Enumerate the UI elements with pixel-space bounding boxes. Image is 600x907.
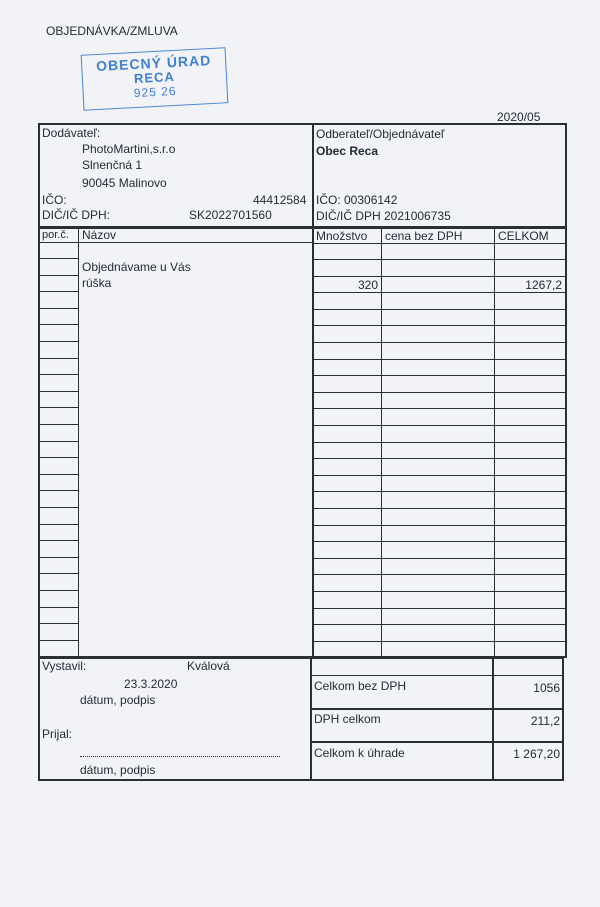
customer-name: Obec Reca	[316, 144, 379, 158]
item-description-line1: Objednávame u Vás	[82, 260, 191, 274]
row-rule	[39, 474, 78, 475]
row-rule	[313, 641, 566, 642]
row-rule	[39, 258, 78, 259]
row-rule	[313, 541, 566, 542]
signature-dotted-line	[80, 756, 280, 757]
items-header-line-right	[313, 243, 566, 244]
row-rule	[313, 392, 566, 393]
row-rule	[39, 441, 78, 442]
row-rule	[313, 442, 566, 443]
row-rule	[39, 324, 78, 325]
supplier-street: Slnenčná 1	[82, 158, 143, 172]
col-header-price: cena bez DPH	[385, 229, 463, 243]
totals-line-2	[311, 741, 563, 743]
row-rule	[39, 573, 78, 574]
row-rule	[313, 425, 566, 426]
due-total-label: Celkom k úhrade	[314, 746, 405, 760]
row-rule	[313, 342, 566, 343]
row-rule	[313, 475, 566, 476]
row-rule	[39, 358, 78, 359]
row-rule	[39, 590, 78, 591]
row-rule	[313, 276, 566, 277]
issued-by: Kválová	[187, 659, 230, 673]
row-rule	[313, 491, 566, 492]
row-rule	[39, 540, 78, 541]
supplier-ico: 44412584	[253, 193, 307, 207]
row-rule	[313, 591, 566, 592]
item-total: 1267,2	[525, 278, 562, 292]
stamp-line2: RECA	[133, 68, 176, 87]
row-rule	[39, 457, 78, 458]
row-rule	[313, 558, 566, 559]
customer-ico: IČO: 00306142	[316, 193, 398, 207]
totals-top-line	[311, 675, 563, 676]
issue-date: 23.3.2020	[124, 677, 178, 691]
net-total-value: 1056	[533, 681, 560, 695]
col-header-total: CELKOM	[498, 229, 549, 243]
supplier-dic: SK2022701560	[189, 208, 272, 222]
order-number: 2020/05	[497, 110, 541, 124]
row-rule	[313, 508, 566, 509]
row-rule	[313, 259, 566, 260]
row-rule	[39, 407, 78, 408]
totals-line-1	[311, 708, 563, 710]
row-rule	[313, 359, 566, 360]
stamp-line3: 925 26	[133, 83, 177, 101]
items-table-left	[38, 226, 314, 658]
row-rule	[313, 574, 566, 575]
row-rule	[39, 640, 78, 641]
col-header-no: por.č.	[42, 229, 69, 241]
customer-dic: DIČ/IČ DPH 2021006735	[316, 209, 451, 223]
supplier-label: Dodávateľ:	[42, 126, 101, 140]
row-rule	[313, 309, 566, 310]
row-rule	[313, 608, 566, 609]
row-rule	[39, 391, 78, 392]
row-rule	[39, 275, 78, 276]
row-rule	[313, 624, 566, 625]
row-rule	[313, 292, 566, 293]
supplier-city: 90045 Malinovo	[82, 176, 167, 190]
customer-label: Odberateľ/Objednávateľ	[316, 127, 445, 141]
col-header-qty: Množstvo	[316, 229, 368, 243]
supplier-dic-label: DIČ/IČ DPH:	[42, 208, 111, 222]
row-rule	[39, 557, 78, 558]
row-rule	[313, 458, 566, 459]
net-total-label: Celkom bez DPH	[314, 679, 407, 693]
signature-label-2: dátum, podpis	[80, 763, 156, 777]
row-rule	[39, 291, 78, 292]
stamp-line1: OBECNÝ ÚRAD	[95, 52, 212, 75]
row-rule	[39, 424, 78, 425]
row-rule	[313, 375, 566, 376]
issued-label: Vystavil:	[42, 659, 87, 673]
row-rule	[39, 607, 78, 608]
row-rule	[39, 308, 78, 309]
vat-total-value: 211,2	[530, 714, 560, 728]
item-quantity: 320	[357, 278, 378, 292]
col-header-name: Názov	[82, 228, 117, 242]
vat-total-label: DPH celkom	[314, 712, 381, 726]
item-description-line2: rúška	[82, 276, 112, 290]
totals-divider	[492, 658, 494, 780]
due-total-value: 1 267,20	[513, 747, 560, 761]
row-rule	[313, 408, 566, 409]
document-title: OBJEDNÁVKA/ZMLUVA	[46, 24, 178, 38]
row-rule	[39, 341, 78, 342]
row-rule	[39, 507, 78, 508]
row-rule	[313, 325, 566, 326]
row-rule	[313, 525, 566, 526]
col-divider-no	[78, 227, 79, 657]
row-rule	[39, 490, 78, 491]
items-header-line	[39, 242, 313, 243]
supplier-name: PhotoMartini,s.r.o	[82, 142, 176, 156]
row-rule	[39, 623, 78, 624]
signature-label-1: dátum, podpis	[80, 693, 156, 707]
received-label: Prijal:	[42, 727, 73, 741]
row-rule	[39, 524, 78, 525]
supplier-ico-label: IČO:	[42, 193, 67, 207]
office-stamp	[81, 47, 229, 111]
row-rule	[39, 374, 78, 375]
